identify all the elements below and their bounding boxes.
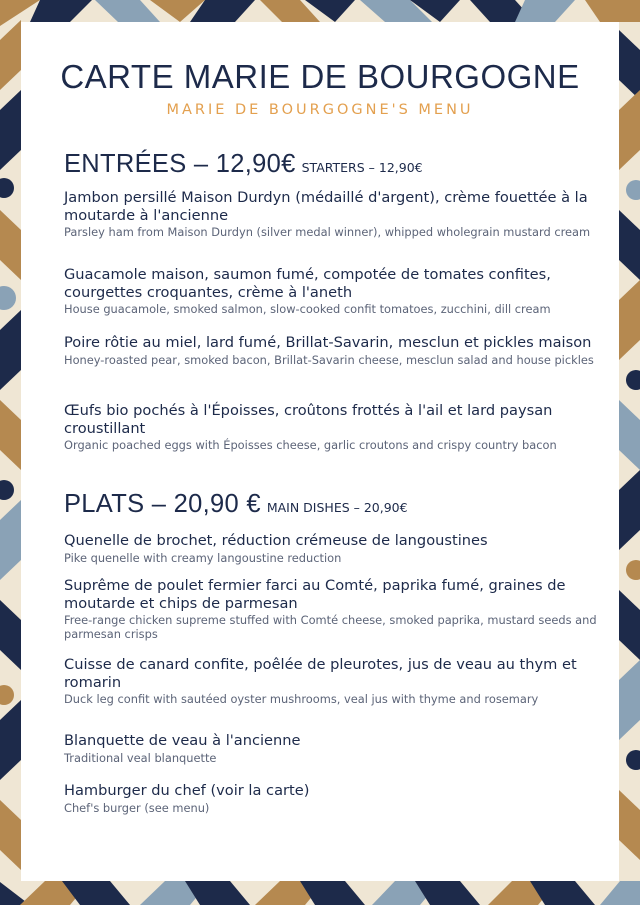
entree-item [64,266,612,317]
dish-name-fr: Guacamole maison, saumon fumé, compotée de tomates confites, courgettes croquantes, crème à l'aneth [64,266,551,301]
dish-name-fr: Cuisse de canard confite, poêlée de pleurotes, jus de veau au thym et romarin [64,656,577,691]
dish-name-fr: Œufs bio pochés à l'Époisses, croûtons frottés à l'ail et lard paysan croustillant [64,402,553,437]
entrees-title: ENTRÉES – 12,90€ [64,150,296,178]
dish-name-fr: Suprême de poulet fermier farci au Comté, paprika fumé, graines de moutarde et chips de parmesan [64,577,566,612]
main-dish-item [64,577,612,641]
dish-name-fr: Hamburger du chef (voir la carte) [64,782,310,799]
dish-name-en: Parsley ham from Maison Durdyn (silver medal winner), whipped wholegrain mustard cream [64,225,591,239]
dish-name-en: Traditional veal blanquette [64,750,217,765]
menu-card [21,22,619,881]
entrees-heading [64,150,423,179]
dish-name-fr: Jambon persillé Maison Durdyn (médaillé d'argent), crème fouettée à la moutarde à l'ancienne [64,189,588,224]
main-dish-item [64,782,612,815]
dish-name-fr: Blanquette de veau à l'ancienne [64,732,301,749]
main-dish-item [64,732,612,765]
dish-name-fr: Poire rôtie au miel, lard fumé, Brillat-Savarin, mesclun et pickles maison [64,334,592,351]
dish-name-en: Pike quenelle with creamy langoustine reduction [64,550,342,565]
menu-subtitle: MARIE DE BOURGOGNE'S MENU [166,102,474,118]
dish-name-en: Chef's burger (see menu) [64,800,210,815]
plats-subtitle: MAIN DISHES – 20,90€ [266,500,408,515]
main-dish-item [64,656,612,707]
entree-item [64,189,612,240]
dish-name-en: Organic poached eggs with Époisses cheese, garlic croutons and crispy country bacon [64,438,557,452]
entree-item [64,334,612,367]
dish-name-en: Duck leg confit with sautéed oyster mushrooms, veal jus with thyme and rosemary [64,692,539,706]
dish-name-fr: Quenelle de brochet, réduction crémeuse de langoustines [64,532,488,549]
plats-title: PLATS – 20,90 € [64,490,261,518]
dish-name-en: House guacamole, smoked salmon, slow-cooked confit tomatoes, zucchini, dill cream [64,302,551,316]
dish-name-en: Honey-roasted pear, smoked bacon, Brillat-Savarin cheese, mesclun salad and house pickles [64,352,594,367]
menu-title: CARTE MARIE DE BOURGOGNE [60,58,580,95]
entree-item [64,402,612,453]
entrees-subtitle: STARTERS – 12,90€ [301,160,423,175]
dish-name-en: Free-range chicken supreme stuffed with Comté cheese, smoked paprika, mustard seeds and parmesan crisps [64,613,597,641]
plats-heading [64,490,408,519]
main-dish-item [64,532,612,565]
